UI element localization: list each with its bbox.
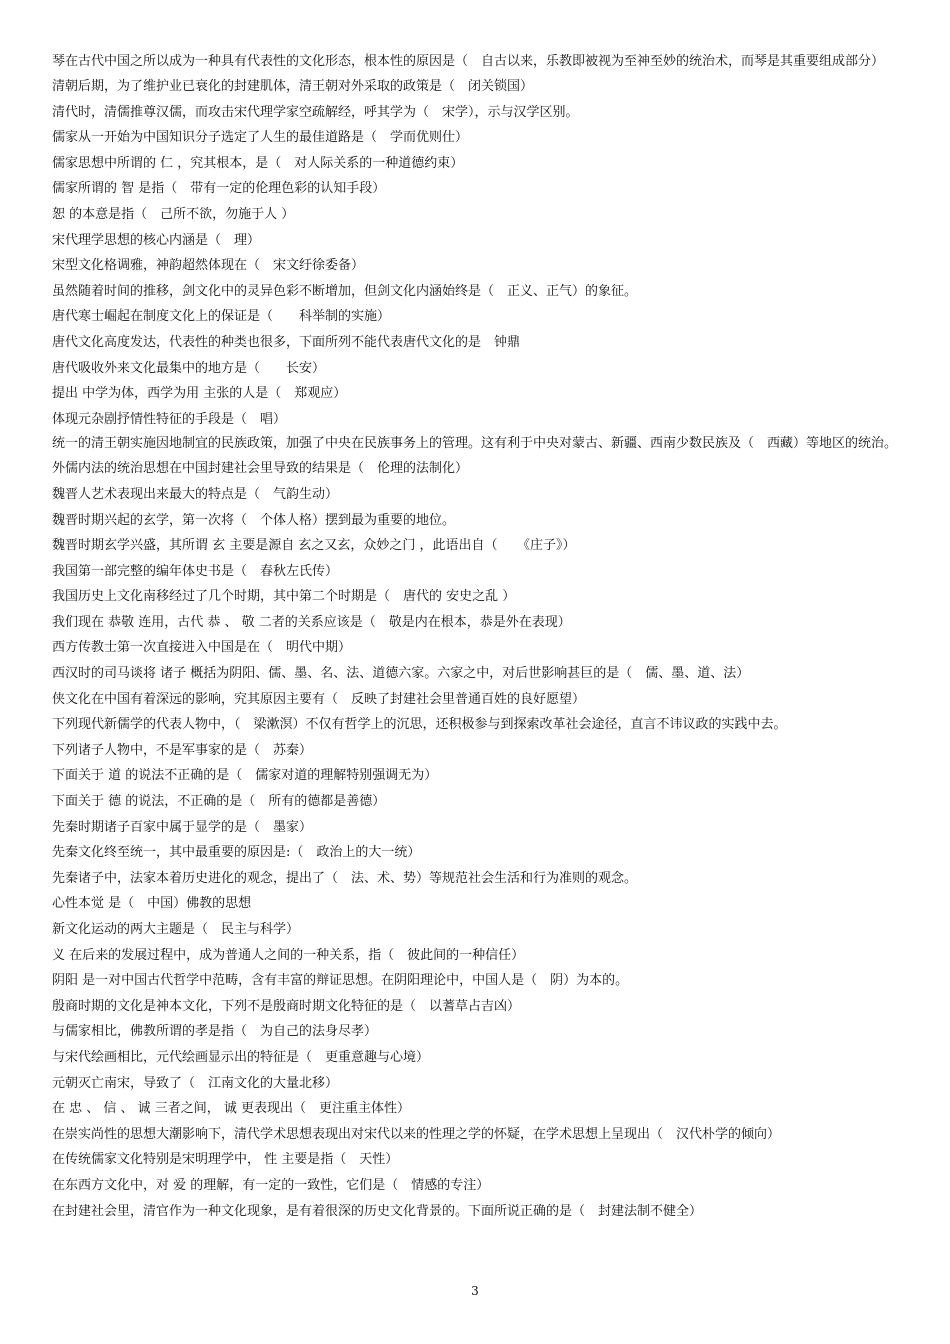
text-line: 下面关于 道 的说法不正确的是（ 儒家对道的理解特别强调无为）: [52, 768, 438, 784]
text-line: 先秦文化终至统一，其中最重要的原因是:（ 政治上的大一统）: [52, 845, 421, 861]
text-line: 体现元杂剧抒情性特征的手段是（ 唱）: [52, 411, 287, 427]
text-line: 心性本觉 是（ 中国）佛教的思想: [52, 896, 252, 912]
text-line: 殷商时期的文化是神本文化，下列不是殷商时期文化特征的是（ 以蓍草占吉凶）: [52, 998, 521, 1014]
text-line: 我国历史上文化南移经过了几个时期，其中第二个时期是（ 唐代的 安史之乱 ）: [52, 589, 516, 605]
text-line: 外儒内法的统治思想在中国封建社会里导致的结果是（ 伦理的法制化）: [52, 461, 469, 477]
text-line: 先秦时期诸子百家中属于显学的是（ 墨家）: [52, 819, 313, 835]
text-line: 儒家从一开始为中国知识分子选定了人生的最佳道路是（ 学而优则仕）: [52, 130, 469, 146]
text-line: 儒家思想中所谓的 仁 ，究其根本，是（ 对人际关系的一种道德约束）: [52, 155, 464, 171]
text-line: 我国第一部完整的编年体史书是（ 春秋左氏传）: [52, 563, 339, 579]
text-line: 元朝灭亡南宋，导致了（ 江南文化的大量北移）: [52, 1075, 339, 1091]
text-line: 在传统儒家文化特别是宋明理学中， 性 主要是指（ 天性）: [52, 1152, 399, 1168]
text-line: 儒家所谓的 智 是指（ 带有一定的伦理色彩的认知手段）: [52, 181, 386, 197]
text-line: 恕 的本意是指（ 己所不欲，勿施于人 ）: [52, 206, 295, 222]
text-line: 唐代寒士崛起在制度文化上的保证是（ 科举制的实施）: [52, 309, 391, 325]
text-line: 先秦诸子中，法家本着历史进化的观念，提出了（ 法、术、势）等规范社会生活和行为准则的观念。: [52, 870, 638, 886]
text-line: 魏晋时期兴起的玄学，第一次将（ 个体人格）摆到最为重要的地位。: [52, 512, 456, 528]
text-line: 琴在古代中国之所以成为一种具有代表性的文化形态，根本性的原因是（ 自古以来，乐教即被视为至神至妙的统治术，而琴是其重要组成部分）: [52, 54, 885, 69]
text-line: 在崇实尚性的思想大潮影响下，清代学术思想表现出对宋代以来的性理之学的怀疑，在学术思想上呈现出（ 汉代朴学的倾向）: [52, 1126, 781, 1142]
page-number: 3: [471, 1284, 479, 1298]
text-line: 在封建社会里，清官作为一种文化现象，是有着很深的历史文化背景的。下面所说正确的是（ 封建法制不健全）: [52, 1203, 703, 1219]
text-line: 西方传教士第一次直接进入中国是在（ 明代中期）: [52, 640, 352, 656]
text-line: 下面关于 德 的说法，不正确的是（ 所有的德都是善德）: [52, 794, 386, 810]
text-line: 我们现在 恭敬 连用，古代 恭 、 敬 二者的关系应该是（ 敬是内在根本，恭是外在表现）: [52, 614, 571, 630]
text-line: 虽然随着时间的推移，剑文化中的灵异色彩不断增加，但剑文化内涵始终是（ 正义、正气）的象征。: [52, 283, 638, 299]
text-line: 清代时，清儒推尊汉儒，而攻击宋代理学家空疏解经，呼其学为（ 宋学），示与汉学区别。: [52, 104, 579, 120]
text-line: 义 在后来的发展过程中，成为普通人之间的一种关系，指（ 彼此间的一种信任）: [52, 947, 525, 963]
text-line: 下列诸子人物中，不是军事家的是（ 苏秦）: [52, 742, 313, 758]
text-line: 与儒家相比，佛教所谓的孝是指（ 为自己的法身尽孝）: [52, 1024, 378, 1040]
text-line: 宋代理学思想的核心内涵是（ 理）: [52, 232, 261, 248]
text-line: 西汉时的司马谈将 诸子 概括为阴阳、儒、墨、名、法、道德六家。六家之中，对后世影响甚巨的是（ 儒、墨、道、法）: [52, 666, 750, 682]
text-line: 魏晋时期玄学兴盛，其所谓 玄 主要是源自 玄之又玄，众妙之门 ，此语出自（ 《庄子》）: [52, 538, 576, 554]
text-line: 在 忠 、 信 、 诚 三者之间， 诚 更表现出（ 更注重主体性）: [52, 1101, 411, 1117]
text-line: 阴阳 是一对中国古代哲学中范畴，含有丰富的辩证思想。在阴阳理论中，中国人是（ 阴）为本的。: [52, 973, 629, 989]
text-line: 清朝后期，为了维护业已衰化的封建肌体，清王朝对外采取的政策是（ 闭关锁国）: [52, 79, 534, 94]
text-line: 唐代吸收外来文化最集中的地方是（ 长安）: [52, 360, 326, 376]
text-line: 宋型文化格调雅，神韵超然体现在（ 宋文纡徐委备）: [52, 258, 365, 274]
text-line: 与宋代绘画相比，元代绘画显示出的特征是（ 更重意趣与心境）: [52, 1049, 430, 1065]
text-line: 在东西方文化中，对 爱 的理解，有一定的一致性，它们是（ 情感的专注）: [52, 1177, 490, 1193]
text-line: 提出 中学为体，西学为用 主张的人是（ 郑观应）: [52, 386, 347, 402]
document-body: [38, 50, 912, 1224]
text-line: 新文化运动的两大主题是（ 民主与科学）: [52, 922, 300, 937]
text-line: 下列现代新儒学的代表人物中，（ 梁漱溟）不仅有哲学上的沉思，还积极参与到探索改革社会途径，直言不讳议政的实践中去。: [52, 717, 787, 733]
text-line: 侠文化在中国有着深远的影响，究其原因主要有（ 反映了封建社会里普通百姓的良好愿望）: [52, 691, 586, 707]
text-line: 唐代文化高度发达，代表性的种类也很多，下面所列不能代表唐代文化的是 钟鼎: [52, 334, 521, 350]
text-line: 魏晋人艺术表现出来最大的特点是（ 气韵生动）: [52, 486, 339, 502]
text-line: 统一的清王朝实施因地制宜的民族政策，加强了中央在民族事务上的管理。这有利于中央对蒙古、新疆、西南少数民族及（ 西藏）等地区的统治。: [52, 436, 898, 452]
